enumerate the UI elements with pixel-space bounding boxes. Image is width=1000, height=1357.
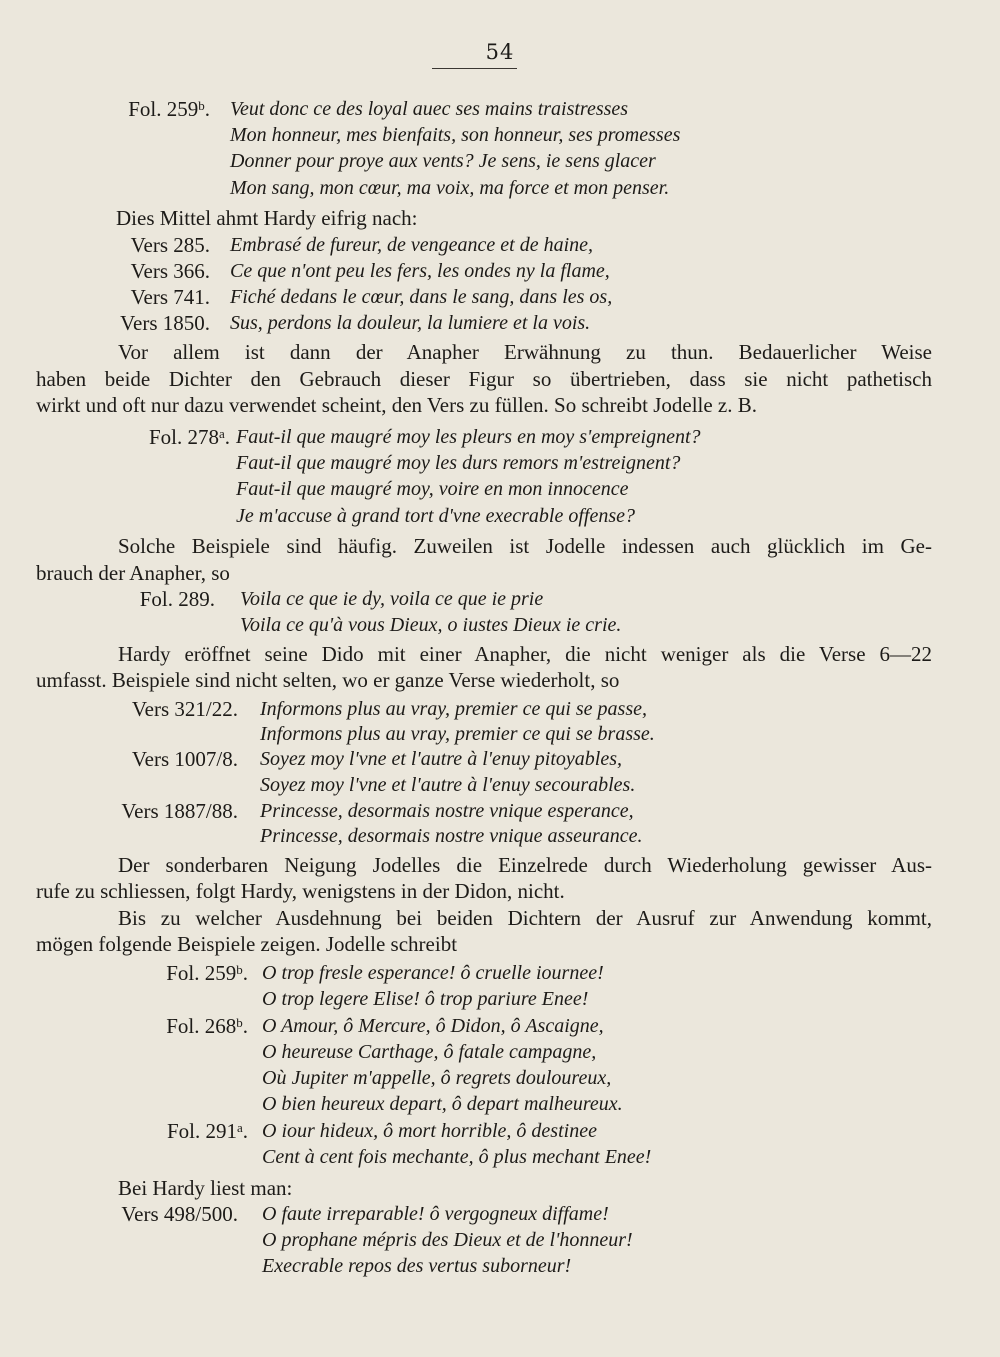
quote-row	[0, 96, 1000, 122]
quote-row	[0, 960, 1000, 986]
verse-line: Mon sang, mon cœur, ma voix, ma force et mon penser.	[230, 177, 670, 199]
quote-row	[0, 1227, 1000, 1253]
verse-label: Vers 1887/88.	[121, 799, 238, 823]
quote-row	[0, 232, 1000, 258]
paragraph-line: umfasst. Beispiele sind nicht selten, wo er ganze Verse wiederholt, so	[36, 668, 620, 692]
verse-label: Vers 1007/8.	[131, 747, 238, 771]
quote-row	[0, 986, 1000, 1012]
quote-row	[0, 503, 1000, 529]
quote-row	[0, 1201, 1000, 1227]
paragraph-line: mögen folgende Beispiele zeigen. Jodelle schreibt	[36, 932, 458, 956]
paragraph-line: haben beide Dichter den Gebrauch dieser Figur so übertrieben, dass sie nicht pathetisch	[36, 367, 932, 391]
quote-row	[0, 284, 1000, 310]
verse-line: O trop fresle esperance! ô cruelle iournee!	[262, 962, 604, 984]
paragraph-line: Solche Beispiele sind häufig. Zuweilen ist Jodelle indessen auch glücklich im Ge-	[118, 534, 932, 558]
quote-row	[0, 696, 1000, 722]
quote-row	[0, 450, 1000, 476]
folio-label: Fol. 259$^b$.	[128, 97, 210, 121]
folio-label: Fol. 289.	[139, 587, 215, 611]
verse-label: Vers 498/500.	[121, 1202, 238, 1226]
verse-line: Donner pour proye aux vents? Je sens, ie sens glacer	[230, 150, 656, 172]
paragraph-line: Vor allem ist dann der Anapher Erwähnung zu thun. Bedauerlicher Weise	[118, 340, 932, 364]
quote-row	[0, 148, 1000, 174]
verse-label: Vers 366.	[130, 259, 210, 283]
verse-line: Ce que n'ont peu les fers, les ondes ny la flame,	[230, 260, 610, 282]
verse-line: Embrasé de fureur, de vengeance et de haine,	[230, 234, 594, 256]
folio-label: Fol. 259$^b$.	[166, 961, 248, 985]
quote-row	[0, 798, 1000, 824]
paragraph-line: brauch der Anapher, so	[36, 561, 230, 585]
verse-line: O prophane mépris des Dieux et de l'honneur!	[262, 1229, 633, 1251]
quote-row	[0, 1253, 1000, 1279]
paragraph-hardy-liest: Bei Hardy liest man:	[118, 1176, 293, 1200]
verse-line: Execrable repos des vertus suborneur!	[262, 1255, 572, 1277]
quote-row	[0, 1144, 1000, 1170]
quote-row	[0, 258, 1000, 284]
quote-row	[0, 1091, 1000, 1117]
paragraph-line: Bis zu welcher Ausdehnung bei beiden Dichtern der Ausruf zur Anwendung kommt,	[118, 906, 932, 930]
verse-line: Faut-il que maugré moy les pleurs en moy s'empreignent?	[236, 426, 701, 448]
quote-row	[0, 175, 1000, 201]
paragraph-line: wirkt und oft nur dazu verwendet scheint, den Vers zu füllen. So schreibt Jodelle z. B.	[36, 393, 758, 417]
verse-label: Vers 741.	[130, 285, 210, 309]
folio-label: Fol. 268$^b$.	[166, 1014, 248, 1038]
quote-row	[0, 586, 1000, 612]
verse-line: Informons plus au vray, premier ce qui se passe,	[260, 698, 647, 720]
quote-row	[0, 476, 1000, 502]
verse-line: Informons plus au vray, premier ce qui se brasse.	[260, 723, 655, 745]
verse-line: Soyez moy l'vne et l'autre à l'enuy pitoyables,	[260, 748, 622, 770]
verse-line: Veut donc ce des loyal auec ses mains traistresses	[230, 98, 629, 120]
verse-line: Sus, perdons la douleur, la lumiere et la vois.	[230, 312, 591, 334]
paragraph-line: rufe zu schliessen, folgt Hardy, wenigstens in der Didon, nicht.	[36, 879, 565, 903]
verse-line: Voila ce que ie dy, voila ce que ie prie	[240, 588, 544, 610]
verse-line: O faute irreparable! ô vergogneux diffame!	[262, 1203, 609, 1225]
folio-label: Fol. 278$^a$.	[148, 425, 230, 449]
verse-line: O bien heureux depart, ô depart malheureux.	[262, 1093, 623, 1115]
page-number: 54	[485, 40, 515, 64]
verse-line: Où Jupiter m'appelle, ô regrets douloureux,	[262, 1067, 612, 1089]
quote-row	[0, 1118, 1000, 1144]
verse-line: Princesse, desormais nostre vnique esperance,	[260, 800, 634, 822]
quote-row	[0, 1013, 1000, 1039]
verse-line: Faut-il que maugré moy, voire en mon innocence	[236, 478, 629, 500]
quote-row	[0, 772, 1000, 798]
verse-line: O iour hideux, ô mort horrible, ô destinee	[262, 1120, 597, 1142]
verse-line: Soyez moy l'vne et l'autre à l'enuy secourables.	[260, 774, 636, 796]
verse-line: O Amour, ô Mercure, ô Didon, ô Ascaigne,	[262, 1015, 604, 1037]
verse-line: Princesse, desormais nostre vnique asseurance.	[260, 825, 643, 847]
verse-line: Je m'accuse à grand tort d'vne execrable offense?	[236, 505, 635, 527]
folio-label: Fol. 291$^a$.	[166, 1119, 248, 1143]
verse-line: Voila ce qu'à vous Dieux, o iustes Dieux ie crie.	[240, 614, 622, 636]
verse-label: Vers 285.	[130, 233, 210, 257]
quote-row	[0, 823, 1000, 849]
verse-line: O trop legere Elise! ô trop pariure Enee!	[262, 988, 589, 1010]
quote-row	[0, 424, 1000, 450]
verse-line: Faut-il que maugré moy les durs remors m'estreignent?	[236, 452, 681, 474]
quote-row	[0, 122, 1000, 148]
header-rule	[432, 68, 517, 69]
verse-line: Fiché dedans le cœur, dans le sang, dans les os,	[230, 286, 613, 308]
quote-row	[0, 612, 1000, 638]
verse-line: Mon honneur, mes bienfaits, son honneur, ses promesses	[230, 124, 681, 146]
quote-row	[0, 721, 1000, 747]
verse-label: Vers 321/22.	[131, 697, 238, 721]
paragraph-line: Hardy eröffnet seine Dido mit einer Anapher, die nicht weniger als die Verse 6—22	[118, 642, 932, 666]
verse-line: Cent à cent fois mechante, ô plus mechant Enee!	[262, 1146, 652, 1168]
paragraph-line: Der sonderbaren Neigung Jodelles die Einzelrede durch Wiederholung gewisser Aus-	[118, 853, 932, 877]
verse-label: Vers 1850.	[120, 311, 210, 335]
quote-row	[0, 746, 1000, 772]
quote-row	[0, 1065, 1000, 1091]
quote-row	[0, 1039, 1000, 1065]
quote-row	[0, 310, 1000, 336]
paragraph-hardy-mittel: Dies Mittel ahmt Hardy eifrig nach:	[116, 206, 418, 230]
verse-line: O heureuse Carthage, ô fatale campagne,	[262, 1041, 597, 1063]
